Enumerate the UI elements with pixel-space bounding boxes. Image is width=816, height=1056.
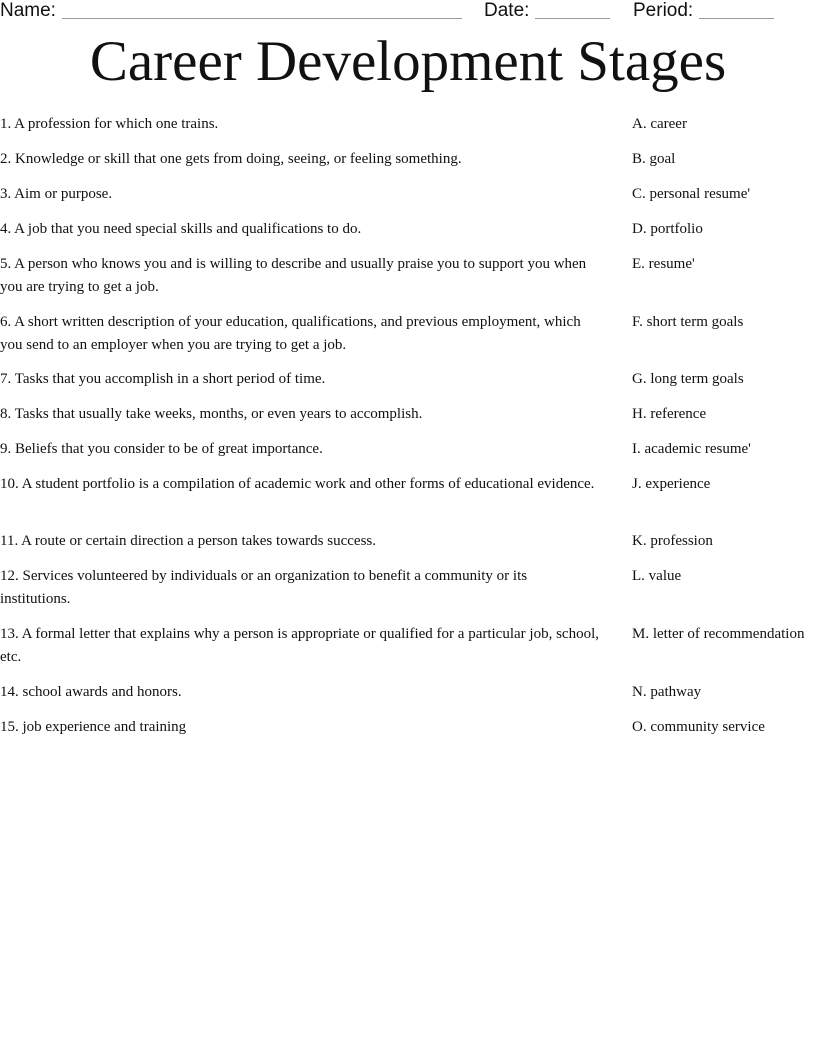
answer-option: F. short term goals: [632, 314, 744, 330]
clue-text: 4. A job that you need special skills and qualifications to do.: [0, 221, 362, 237]
matching-row: [0, 438, 816, 473]
matching-list: [0, 113, 816, 751]
matching-row: [0, 311, 816, 368]
matching-row: [0, 218, 816, 253]
answer-option: J. experience: [632, 476, 711, 492]
clue-text: 5. A person who knows you and is willing to describe and usually praise you to support you when you are trying to get a job.: [0, 256, 587, 295]
matching-row: [0, 253, 816, 311]
clue-text: 14. school awards and honors.: [0, 684, 182, 700]
answer-option: L. value: [632, 568, 682, 584]
answer-option: K. profession: [632, 533, 713, 549]
matching-row: [0, 148, 816, 183]
page-title: Career Development Stages: [89, 30, 727, 93]
answer-option: E. resume': [632, 256, 695, 272]
clue-text: 7. Tasks that you accomplish in a short period of time.: [0, 371, 326, 387]
matching-row: [0, 565, 816, 623]
clue-text: 6. A short written description of your education, qualifications, and previous employment, which you send to an employer when you are trying to get a job.: [0, 314, 581, 353]
answer-option: I. academic resume': [632, 441, 751, 457]
answer-option: H. reference: [632, 406, 707, 422]
clue-text: 2. Knowledge or skill that one gets from doing, seeing, or feeling something.: [0, 151, 462, 167]
period-label: Period:: [633, 0, 694, 21]
matching-row: [0, 403, 816, 438]
answer-option: O. community service: [632, 719, 765, 735]
answer-option: G. long term goals: [632, 371, 744, 387]
answer-option: N. pathway: [632, 684, 702, 700]
clue-text: 9. Beliefs that you consider to be of great importance.: [0, 441, 323, 457]
matching-row: [0, 681, 816, 716]
clue-text: 10. A student portfolio is a compilation of academic work and other forms of educational evidence.: [0, 476, 595, 492]
clue-text: 1. A profession for which one trains.: [0, 116, 219, 132]
clue-text: 12. Services volunteered by individuals or an organization to benefit a community or its institutions.: [0, 568, 528, 607]
clue-text: 3. Aim or purpose.: [0, 186, 113, 202]
matching-row: [0, 368, 816, 403]
matching-row: [0, 113, 816, 148]
clue-text: 8. Tasks that usually take weeks, months, or even years to accomplish.: [0, 406, 423, 422]
date-label: Date:: [484, 0, 530, 21]
answer-option: D. portfolio: [632, 221, 703, 237]
matching-row: [0, 530, 816, 565]
matching-row: [0, 183, 816, 218]
matching-row: [0, 623, 816, 681]
name-label: Name:: [0, 0, 56, 21]
date-blank-line[interactable]: [535, 0, 610, 19]
worksheet-header: [0, 0, 816, 24]
name-blank-line[interactable]: [62, 0, 462, 19]
answer-option: A. career: [632, 116, 687, 132]
answer-option: M. letter of recommendation: [632, 626, 805, 642]
clue-text: 11. A route or certain direction a person takes towards success.: [0, 533, 376, 549]
answer-option: B. goal: [632, 151, 676, 167]
matching-row: [0, 716, 816, 751]
period-blank-line[interactable]: [699, 0, 774, 19]
answer-option: C. personal resume': [632, 186, 751, 202]
clue-text: 13. A formal letter that explains why a person is appropriate or qualified for a particular job, school, etc.: [0, 626, 599, 665]
matching-row: [0, 473, 816, 530]
clue-text: 15. job experience and training: [0, 719, 187, 735]
